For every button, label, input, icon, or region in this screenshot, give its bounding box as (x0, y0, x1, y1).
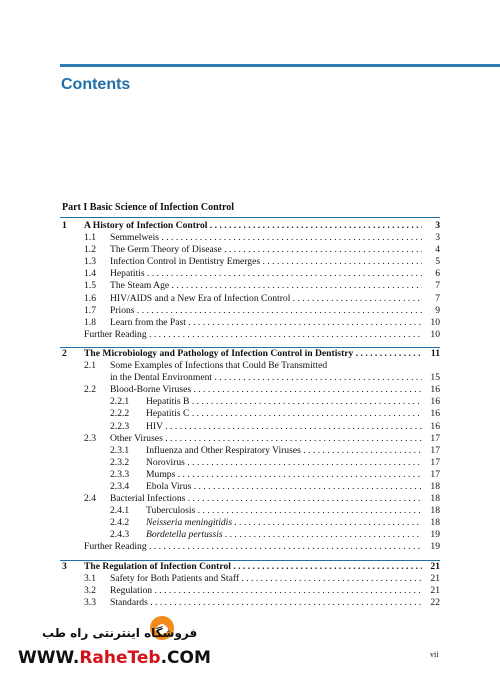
toc-title: Regulation . . . (110, 585, 422, 597)
toc-page: 3 (435, 220, 440, 231)
toc-number: 2.3.3 (110, 468, 130, 480)
watermark-url-suffix: .COM (160, 648, 211, 668)
toc-page: 7 (435, 280, 440, 292)
toc-title: The Steam Age . . . (110, 280, 422, 292)
part-title: Part I Basic Science of Infection Control (62, 202, 235, 213)
toc-page: 17 (430, 456, 440, 468)
toc-row[interactable] (60, 433, 440, 445)
toc-row[interactable] (60, 517, 440, 529)
toc-page: 9 (435, 304, 440, 316)
toc-number: 2.2.3 (110, 420, 130, 432)
toc-number: 3 (62, 560, 67, 572)
toc-title: HIV/AIDS and a New Era of Infection Control . . . (110, 293, 422, 305)
toc-number: 3.1 (84, 572, 96, 584)
toc-title: Norovirus . . . (146, 457, 422, 469)
toc-row[interactable] (60, 585, 440, 597)
top-rule (60, 64, 500, 67)
toc-page: 16 (430, 420, 440, 432)
watermark-store-name: فروشگاه اینترنتی راه طب (42, 626, 198, 640)
toc-chapter-row[interactable] (60, 561, 440, 573)
toc-title: Ebola Virus . . . (146, 481, 422, 493)
part-rule (60, 217, 440, 218)
toc-row[interactable] (60, 505, 440, 517)
toc-row[interactable] (60, 421, 440, 433)
watermark-url-brand: RaheTeb (79, 648, 161, 668)
page-title: Contents (61, 76, 131, 93)
toc-row[interactable] (60, 317, 440, 329)
toc-row[interactable] (60, 293, 440, 305)
toc-row[interactable] (60, 457, 440, 469)
toc-title: Some Examples of Infections that Could Be Transmitted (110, 360, 328, 372)
toc-page: 16 (430, 396, 440, 408)
toc-number: 1.3 (84, 256, 96, 268)
toc-row[interactable] (60, 372, 440, 384)
toc-title: Safety for Both Patients and Staff . . . (110, 573, 422, 585)
toc-title: Infection Control in Dentistry Emerges . . . (110, 256, 422, 268)
toc-row[interactable] (60, 280, 440, 292)
toc-page: 10 (430, 328, 440, 340)
toc-number: 2.4.1 (110, 505, 130, 517)
toc-title: Tuberculosis . . . (146, 505, 422, 517)
toc-title: Hepatitis B . . . (146, 396, 422, 408)
toc-page: 17 (430, 444, 440, 456)
toc-number: 2.3 (84, 432, 96, 444)
toc-title: Further Reading . . . (84, 541, 422, 553)
toc-page: 4 (435, 244, 440, 256)
toc-page: 22 (430, 596, 440, 608)
toc-row[interactable] (60, 573, 440, 585)
toc-number: 2.3.1 (110, 444, 130, 456)
toc-page: 19 (430, 529, 440, 541)
toc-number: 1.6 (84, 292, 96, 304)
toc-page: 21 (430, 584, 440, 596)
toc-row[interactable] (60, 256, 440, 268)
toc-number: 1.4 (84, 268, 96, 280)
toc-title: A History of Infection Control . . . (84, 220, 422, 232)
toc-number: 1 (62, 220, 67, 231)
toc-row[interactable] (60, 396, 440, 408)
toc-title: HIV . . . (146, 421, 422, 433)
toc-title: Other Viruses . . . (110, 433, 422, 445)
toc-number: 2.3.2 (110, 456, 130, 468)
toc-page: 18 (430, 480, 440, 492)
toc-title: Mumps . . . (146, 469, 422, 481)
toc-title: Hepatitis . . . (110, 268, 422, 280)
toc-row[interactable] (60, 597, 440, 609)
toc-number: 2 (62, 347, 67, 359)
toc-row[interactable] (60, 268, 440, 280)
toc-row[interactable] (60, 481, 440, 493)
toc-page: 6 (435, 268, 440, 280)
toc-page: 17 (430, 468, 440, 480)
toc-title: Further Reading . . . (84, 329, 422, 341)
toc-title: Bacterial Infections . . . (110, 493, 422, 505)
toc-row[interactable] (60, 305, 440, 317)
toc-page: 15 (430, 372, 440, 384)
toc-row[interactable] (60, 408, 440, 420)
toc-title: Semmelweis . . . (110, 232, 422, 244)
toc-row[interactable] (60, 232, 440, 244)
toc-title: Learn from the Past . . . (110, 317, 422, 329)
toc-number: 2.4.2 (110, 517, 130, 529)
toc-title: Hepatitis C . . . (146, 408, 422, 420)
toc-number: 2.3.4 (110, 480, 130, 492)
toc-title: Neisseria meningitidis . . . (146, 517, 422, 529)
toc-number: 1.5 (84, 280, 96, 292)
toc-chapter-row[interactable] (60, 348, 440, 360)
toc-page: 5 (435, 256, 440, 268)
toc-row[interactable] (60, 360, 440, 372)
toc-page: 16 (430, 408, 440, 420)
toc-number: 1.8 (84, 316, 96, 328)
toc-row[interactable] (60, 329, 440, 341)
toc-page: 18 (430, 505, 440, 517)
toc-row[interactable] (60, 244, 440, 256)
toc-title: The Germ Theory of Disease . . . (110, 244, 422, 256)
toc-number: 2.4.3 (110, 529, 130, 541)
toc-title: in the Dental Environment . . . (110, 372, 422, 384)
toc-title: The Regulation of Infection Control . . . (84, 561, 422, 573)
toc-title: Bordetella pertussis . . . (146, 529, 422, 541)
toc-number: 1.2 (84, 244, 96, 256)
table-of-contents (60, 220, 440, 609)
toc-title: Prions . . . (110, 305, 422, 317)
toc-title: Blood-Borne Viruses . . . (110, 384, 422, 396)
toc-row[interactable] (60, 384, 440, 396)
toc-page: 17 (430, 432, 440, 444)
toc-number: 3.3 (84, 596, 96, 608)
toc-page: 3 (435, 232, 440, 244)
toc-page: 10 (430, 316, 440, 328)
toc-number: 2.2.1 (110, 396, 130, 408)
toc-number: 2.2 (84, 384, 96, 396)
toc-number: 2.2.2 (110, 408, 130, 420)
toc-number: 2.1 (84, 360, 96, 372)
toc-page: 16 (430, 384, 440, 396)
toc-page: 11 (430, 347, 440, 359)
toc-number: 1.7 (84, 304, 96, 316)
toc-title: Influenza and Other Respiratory Viruses . . . (146, 445, 422, 457)
toc-row[interactable] (60, 445, 440, 457)
toc-page: 21 (430, 560, 440, 572)
toc-row[interactable] (60, 469, 440, 481)
toc-number: 3.2 (84, 584, 96, 596)
toc-title: The Microbiology and Pathology of Infection Control in Dentistry . . . (84, 348, 422, 360)
toc-page: 18 (430, 517, 440, 529)
toc-page: 18 (430, 493, 440, 505)
toc-row[interactable] (60, 493, 440, 505)
toc-row[interactable] (60, 541, 440, 553)
toc-page: 21 (430, 572, 440, 584)
toc-row[interactable] (60, 529, 440, 541)
watermark-url-prefix: WWW. (18, 648, 80, 668)
page-number: vii (430, 650, 439, 659)
watermark-url[interactable] (18, 648, 211, 668)
toc-page: 19 (430, 541, 440, 553)
toc-number: 1.1 (84, 232, 96, 244)
toc-number: 2.4 (84, 493, 96, 505)
toc-title: Standards . . . (110, 597, 422, 609)
toc-page: 7 (435, 292, 440, 304)
toc-chapter-row[interactable] (60, 220, 440, 232)
